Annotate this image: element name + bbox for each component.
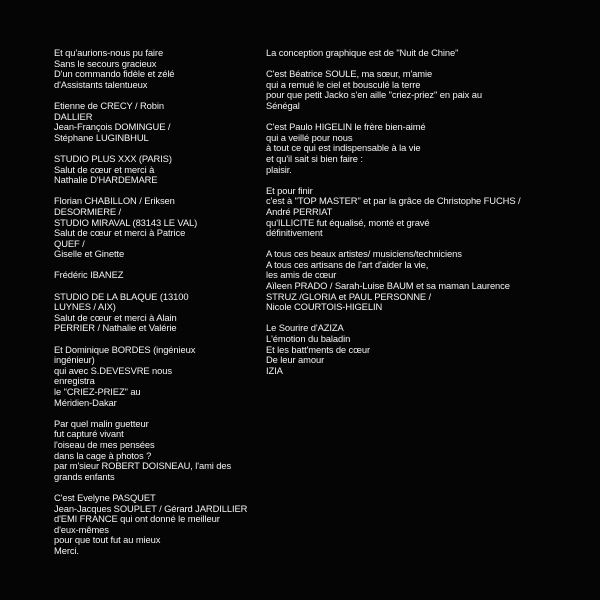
paragraph (54, 154, 284, 186)
text-line: ingénieur) (54, 354, 95, 366)
paragraph (54, 493, 284, 557)
text-line: Et les batt'ments de cœur (266, 343, 371, 355)
text-line: dans la cage à photos ? (54, 449, 152, 461)
text-line: l'oiseau de mes pensées (54, 438, 155, 450)
paragraph (266, 248, 510, 313)
text-line: Nicole COURTOIS-HIGELIN (266, 301, 383, 313)
text-line: Et qu'aurions-nous pu faire (54, 47, 164, 58)
paragraph (54, 292, 284, 334)
text-line: STUDIO DE LA BLAQUE (13100 (54, 290, 189, 302)
text-line: enregistra (54, 375, 95, 387)
text-line: Et Dominique BORDES (ingénieux (54, 343, 196, 355)
text-line: les amis de cœur (266, 269, 337, 281)
paragraph (54, 196, 284, 260)
text-line: fut capturé vivant (54, 428, 124, 440)
text-line: Méridien-Dakar (54, 396, 117, 408)
paragraph (266, 323, 496, 376)
text-line: IZIA (266, 364, 283, 376)
paragraph (54, 270, 284, 281)
paragraph (54, 419, 284, 483)
paragraph (266, 69, 496, 111)
text-line: C'est Béatrice SOULE, ma sœur, m'amie (266, 68, 433, 80)
paragraph (266, 184, 521, 239)
text-line: QUEF / (54, 237, 85, 249)
text-line: Salut de cœur et merci à Alain (54, 311, 177, 323)
text-line: C'est Paulo HIGELIN le frère bien-aimé (266, 121, 426, 133)
text-line: Sénégal (266, 99, 300, 111)
text-line: qui avec S.DEVESVRE nous (54, 364, 172, 376)
text-line: Et pour finir (266, 184, 313, 196)
text-line: Aïleen PRADO / Sarah-Luise BAUM et sa maman Laurence (266, 280, 510, 292)
text-line: Etienne de CRECY / Robin (54, 99, 164, 111)
text-line: PERRIER / Nathalie et Valérie (54, 322, 177, 334)
text-line: et qu'il sait si bien faire : (266, 152, 363, 164)
text-line: La conception graphique est de "Nuit de Chine" (266, 47, 459, 58)
text-line: qui a remué le ciel et bousculé la terre (266, 78, 421, 90)
text-line: pour que tout fut au mieux (54, 534, 161, 546)
text-line: A tous ces beaux artistes/ musiciens/techniciens (266, 248, 462, 260)
text-line: STUDIO MIRAVAL (83143 LE VAL) (54, 216, 198, 228)
text-line: c'est à "TOP MASTER" et par la grâce de Christophe FUCHS / (266, 195, 521, 207)
text-line: D'un commando fidèle et zélé (54, 68, 175, 80)
text-line: Par quel malin guetteur (54, 417, 149, 429)
text-line: plaisir. (266, 163, 292, 175)
text-line: STUDIO PLUS XXX (PARIS) (54, 152, 172, 164)
text-line: d'EMI FRANCE qui ont donné le meilleur (54, 513, 220, 525)
text-line: pour que petit Jacko s'en aille "criez-priez" en paix au (266, 89, 482, 101)
text-line: définitivement (266, 227, 323, 239)
text-line: à tout ce qui est indispensable à la vie (266, 142, 421, 154)
text-line: Florian CHABILLON / Eriksen (54, 195, 175, 207)
text-line: Le Sourire d'AZIZA (266, 322, 344, 334)
text-line: André PERRIAT (266, 205, 333, 217)
right-column (266, 47, 521, 387)
text-line: Jean-François DOMINGUE / (54, 121, 171, 133)
text-line: qui a veillé pour nous (266, 131, 353, 143)
paragraph (54, 101, 284, 143)
text-line: Jean-Jacques SOUPLET / Gérard JARDILLIER (54, 502, 248, 514)
text-line: A tous ces artisans de l'art d'aider la vie, (266, 258, 429, 270)
text-line: DESORMIERE / (54, 205, 122, 217)
left-column (54, 48, 284, 567)
text-line: Merci. (54, 544, 79, 556)
text-line: grands enfants (54, 470, 115, 482)
text-line: Stéphane LUGINBHUL (54, 131, 149, 143)
paragraph (54, 345, 284, 409)
text-line: d'eux-mêmes (54, 523, 109, 535)
text-line: Sans le secours gracieux (54, 57, 157, 69)
text-line: qu'ILLICITE fut équalisé, monté et gravé (266, 216, 430, 228)
paragraph (266, 122, 496, 175)
text-line: L'émotion du baladin (266, 333, 351, 345)
text-line: Giselle et Ginette (54, 248, 125, 260)
text-line: Frédéric IBANEZ (54, 269, 124, 281)
text-line: De leur amour (266, 354, 325, 366)
text-line: d'Assistants talentueux (54, 78, 148, 90)
text-line: Nathalie D'HARDEMARE (54, 174, 158, 186)
text-line: Salut de cœur et merci à (54, 163, 155, 175)
text-line: Salut de cœur et merci à Patrice (54, 227, 186, 239)
text-line: STRUZ /GLORIA et PAUL PERSONNE / (266, 290, 432, 302)
text-line: par m'sieur ROBERT DOISNEAU, l'ami des (54, 460, 232, 472)
paragraph (266, 48, 496, 59)
text-line: DALLIER (54, 110, 93, 122)
text-line: LUYNES / AIX) (54, 301, 116, 313)
text-line: C'est Evelyne PASQUET (54, 491, 156, 503)
text-line: le "CRIEZ-PRIEZ" au (54, 386, 141, 397)
paragraph (54, 48, 284, 90)
